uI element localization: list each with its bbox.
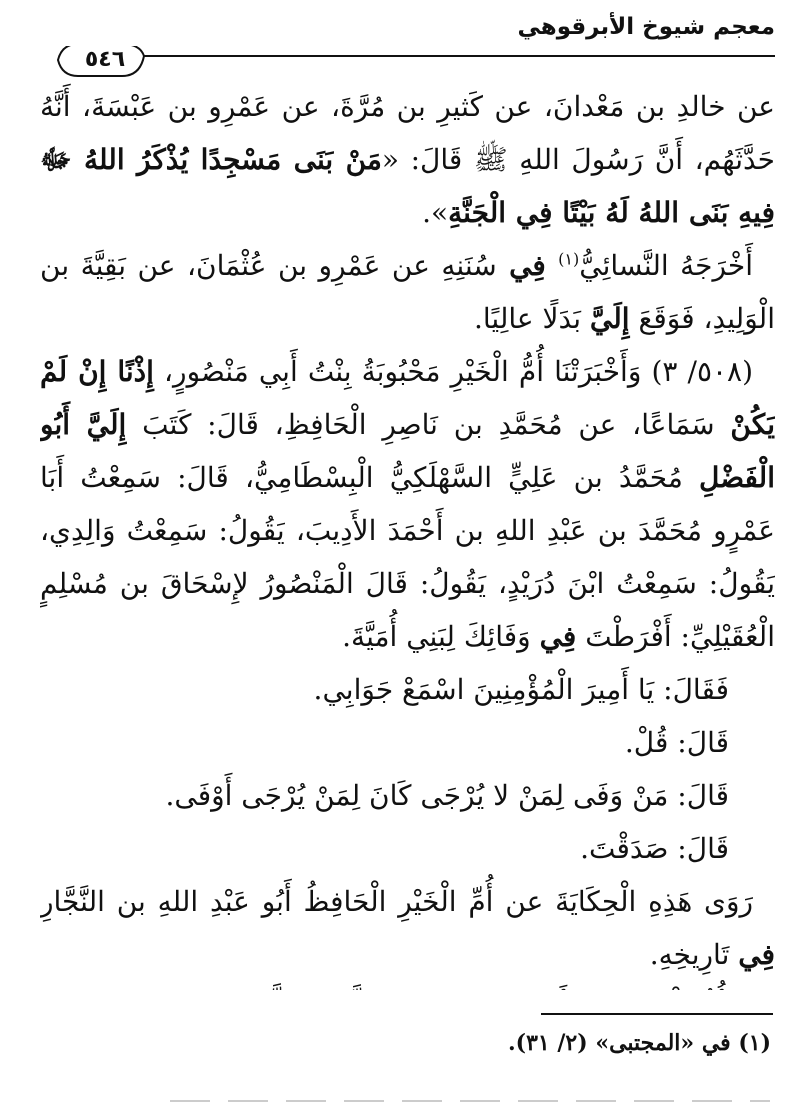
takhrij-text-a: أَخْرَجَهُ النَّسائِيُّ (579, 249, 753, 282)
narration-text-b: سَمَاعًا، عن مُحَمَّدِ بن نَاصِرِ الْحَافِظِ، قَالَ: كَتَبَ (126, 408, 731, 441)
takhrij-bold-a: فِي (496, 249, 559, 282)
main-text (40, 80, 775, 990)
footnote-ref: (١) (558, 249, 580, 269)
page-header (40, 8, 775, 88)
narration-bold-a: إِذْنًا إِنْ لَمْ يَكُنْ (40, 355, 775, 441)
dialogue-line-3: قَالَ: مَنْ وَفَى لِمَنْ لا يُرْجَى كَانَ لِمَنْ يُرْجَى أَوْفَى. (165, 779, 729, 812)
page-number: ٥٤٦ (84, 47, 126, 72)
paragraph-narration (40, 345, 775, 663)
footnote-divider (541, 1013, 773, 1015)
page-bottom-edge (170, 1098, 770, 1104)
paragraph-source (40, 875, 775, 981)
narration-text-a: (٥٠٨/ ٣) وَأَخْبَرَتْنَا أُمُّ الْخَيْرِ مَحْبُوبَةُ بِنْتُ أَبِي مَنْصُورٍ، (153, 355, 753, 388)
narration-bold-c: فِي (539, 620, 577, 653)
takhrij-bold-b: إِلَيَّ (589, 302, 630, 335)
hadith-end: ». (422, 196, 449, 229)
narration-bold-b: إِلَيَّ أَبُو الْفَضْلِ (40, 408, 775, 494)
dialogue-line-2: قَالَ: قُلْ. (624, 726, 729, 759)
paragraph-biography (40, 981, 775, 990)
source-end: تَارِيخِهِ. (649, 938, 739, 971)
book-title: معجم شيوخ الأبرقوهي (517, 14, 775, 40)
source-text: رَوَى هَذِهِ الْحِكَايَةَ عن أُمِّ الْخَيْرِ الْحَافِظُ أَبُو عَبْدِ اللهِ بن النَّجَّارِ (40, 885, 753, 918)
dialogue-line-1: فَقَالَ: يَا أَمِيرَ الْمُؤْمِنِينَ اسْمَعْ جَوَابِي. (313, 673, 729, 706)
hadith-chain-text: عن خالدِ بن مَعْدانَ، عن كَثيرِ بن مُرَّةَ، عن عَمْرِو بن عَبْسَةَ، أَنَّهُ حَدَّثَهُم، أَنَّ رَسُولَ اللهِ ﷺ قَالَ: « (40, 90, 775, 176)
takhrij-text-b: سُنَنِهِ عن عَمْرِو بن عُثْمَانَ، عن بَقِيَّةَ بن الْوَلِيدِ، فَوَقَعَ (40, 249, 775, 335)
narration-text-d: وَفَائِكَ لِبَنِي أُمَيَّةَ. (342, 620, 540, 653)
narration-text-c: مُحَمَّدُ بن عَلِيٍّ السَّهْلَكِيُّ الْبِسْطَامِيُّ، قَالَ: سَمِعْتُ أَبَا عَمْرٍو مُحَمَّدَ بن عَبْدِ اللهِ بن أَحْمَدَ الأَدِيبَ، يَقُولُ: سَمِعْتُ وَالِدِي، يَقُولُ: سَمِعْتُ ابْنَ دُرَيْدٍ، يَقُولُ: قَالَ الْمَنْصُورُ لإِسْحَاقَ بن مُسْلِمٍ الْعُقَيْلِيِّ: أَفْرَطْتَ (40, 461, 775, 653)
takhrij-text-c: بَدَلًا عالِيًا. (473, 302, 590, 335)
source-bold: فِي (738, 938, 775, 971)
paragraph-hadith (40, 80, 775, 239)
footnote: (١) في «المجتبى» (٢/ ٣١). (508, 1030, 771, 1056)
dialogue-line-4: قَالَ: صَدَقْتَ. (580, 832, 729, 865)
paragraph-takhrij (40, 239, 775, 345)
hadith-matn: مَنْ بَنَى مَسْجِدًا يُذْكَرُ اللهُ ﷻ فِيهِ بَنَى اللهُ لَهُ بَيْتًا فِي الْجَنَّةِ (40, 143, 775, 229)
